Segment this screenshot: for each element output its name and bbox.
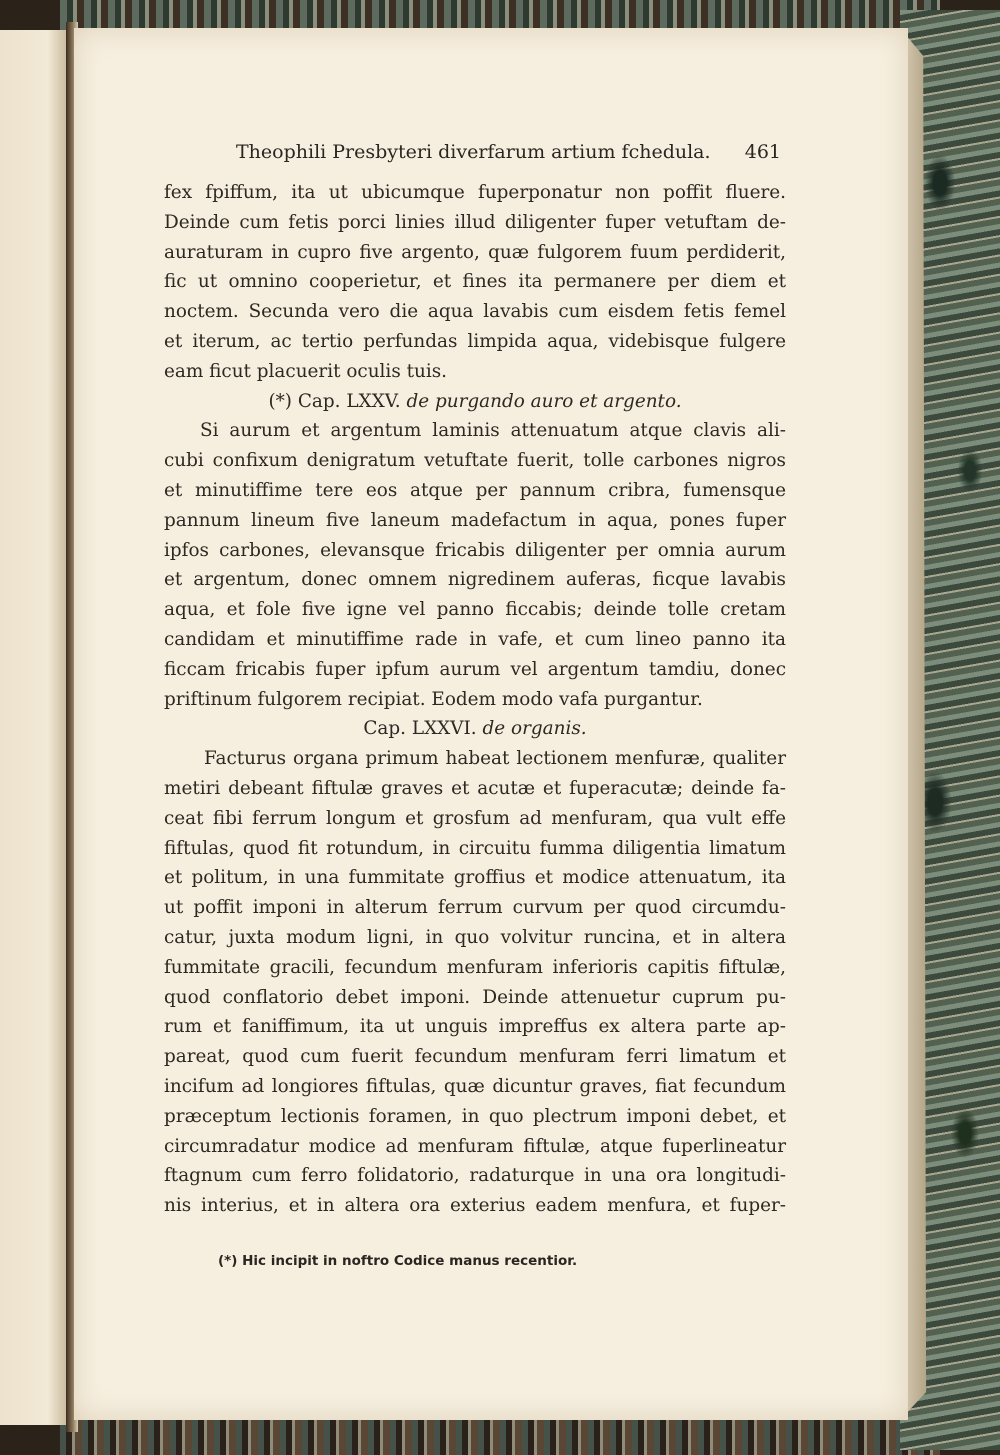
text-line: noctem. Secunda vero die aqua lavabis cum eisdem fetis femel	[164, 301, 786, 323]
text-line: Deinde cum fetis porci linies illud diligenter fuper vetuftam de-	[164, 211, 786, 233]
text-line: incifum ad longiores fiftulas, quæ dicuntur graves, fiat fecundum	[164, 1075, 786, 1097]
text-line: et minutiffime tere eos atque per pannum cribra, fumensque	[164, 479, 786, 501]
text-line: nis interius, et in altera ora exterius eadem menfura, et fuper-	[164, 1195, 786, 1217]
text-line: fic ut omnino cooperietur, et fines ita permanere per diem et	[164, 271, 786, 293]
chapter-title: de purgando auro et argento.	[406, 390, 682, 412]
text-line: præceptum lectionis foramen, in quo plectrum imponi debet, et	[164, 1105, 786, 1127]
text-line: metiri debeant fiftulæ graves et acutæ et fuperacutæ; deinde fa-	[164, 777, 786, 799]
running-head	[236, 141, 781, 169]
text-line: Si aurum et argentum laminis attenuatum atque clavis ali-	[200, 420, 786, 442]
text-line: fummitate gracili, fecundum menfuram inferioris capitis fiftulæ,	[164, 956, 786, 978]
text-line: et iterum, ac tertio perfundas limpida aqua, videbisque fulgere	[164, 330, 786, 352]
text-line: ut poffit imponi in alterum ferrum curvum per quod circumdu-	[164, 897, 786, 919]
text-line: circumradatur modice ad menfuram fiftulæ, atque fuperlineatur	[164, 1135, 786, 1157]
text-line: priftinum fulgorem recipiat. Eodem modo vafa purgantur.	[164, 688, 703, 710]
text-line: fex fpiffum, ita ut ubicumque fuperponatur non poffit fluere.	[164, 182, 786, 203]
text-line: rum et faniffimum, ita ut unguis impreffus ex altera parte ap-	[164, 1016, 786, 1038]
body-text	[164, 178, 786, 1221]
text-line: pareat, quod cum fuerit fecundum menfuram ferri limatum et	[164, 1046, 786, 1068]
text-line: pannum lineum five laneum madefactum in aqua, pones fuper	[164, 509, 786, 531]
text-line: quod conflatorio debet imponi. Deinde attenuetur cuprum pu-	[164, 986, 786, 1008]
text-line: Facturus organa primum habeat lectionem menfuræ, qualiter	[204, 748, 786, 770]
text-line: cubi confixum denigratum vetuftate fuerit, tolle carbones nigros	[164, 450, 786, 472]
text-line: ftagnum cum ferro folidatorio, radaturque in una ora longitudi-	[164, 1165, 786, 1187]
chapter-title: de organis.	[482, 718, 587, 740]
text-line: auraturam in cupro five argento, quæ fulgorem fuum perdiderit,	[164, 241, 786, 263]
text-line: aqua, et fole five igne vel panno ficcabis; deinde tolle cretam	[164, 599, 786, 621]
text-line: fiftulas, quod fit rotundum, in circuitu fumma diligentia limatum	[164, 837, 786, 859]
marbled-cover-bottom	[60, 1418, 940, 1455]
chapter-label: (*) Cap. LXXV.	[268, 390, 407, 412]
running-title: Theophili Presbyteri diverfarum artium fchedula.	[236, 141, 711, 163]
footnote: (*) Hic incipit in noftro Codice manus recentior.	[218, 1253, 578, 1269]
facing-page-edge	[0, 30, 68, 1425]
chapter-heading-76	[164, 714, 786, 744]
text-line: catur, juxta modum ligni, in quo volvitur runcina, et in altera	[164, 926, 786, 948]
chapter-heading-75	[164, 387, 786, 417]
text-line: ipfos carbones, elevansque fricabis diligenter per omnia aurum	[164, 539, 786, 561]
text-line: et politum, in una fummitate groffius et modice attenuatum, ita	[164, 867, 786, 889]
chapter-label: Cap. LXXVI.	[363, 718, 483, 740]
text-line: eam ficut placuerit oculis tuis.	[164, 360, 447, 382]
text-line: et argentum, donec omnem nigredinem auferas, ficque lavabis	[164, 569, 786, 591]
page-number: 461	[744, 141, 781, 163]
text-line: ficcam fricabis fuper ipfum aurum vel argentum tamdiu, donec	[164, 658, 786, 680]
text-line: candidam et minutiffime rade in vafe, et cum lineo panno ita	[164, 628, 786, 650]
text-line: ceat fibi ferrum longum et grosfum ad menfuram, qua vult effe	[164, 807, 786, 829]
